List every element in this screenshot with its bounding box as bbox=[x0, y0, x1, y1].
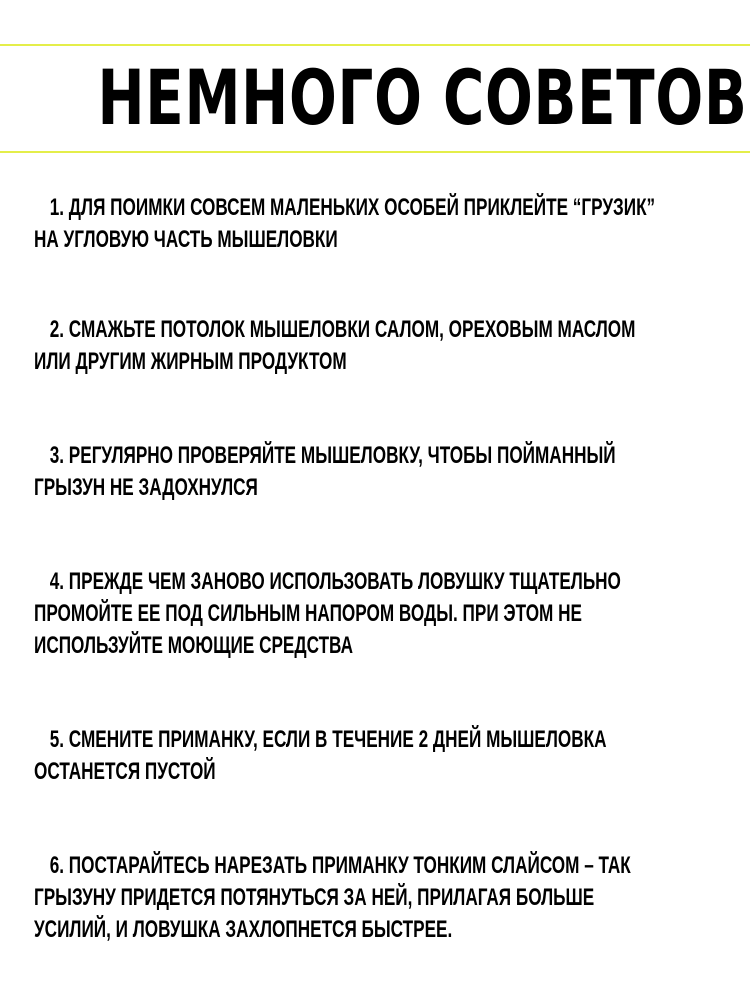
tip-line: ДЛЯ ПОИМКИ СОВСЕМ МАЛЕНЬКИХ ОСОБЕЙ ПРИКЛЕЙТЕ “ГРУЗИК” bbox=[68, 194, 656, 221]
tip-line: ПРЕЖДЕ ЧЕМ ЗАНОВО ИСПОЛЬЗОВАТЬ ЛОВУШКУ ТЩАТЕЛЬНО bbox=[68, 568, 621, 595]
tip-line: ПОСТАРАЙТЕСЬ НАРЕЗАТЬ ПРИМАНКУ ТОНКИМ СЛАЙСОМ – ТАК bbox=[68, 852, 631, 879]
tip-line: СМАЖЬТЕ ПОТОЛОК МЫШЕЛОВКИ САЛОМ, ОРЕХОВЫМ МАСЛОМ bbox=[68, 316, 636, 343]
title-rule-bottom bbox=[0, 151, 750, 153]
tip-line: ПРОМОЙТЕ ЕЕ ПОД СИЛЬНЫМ НАПОРОМ ВОДЫ. ПРИ ЭТОМ НЕ bbox=[34, 600, 582, 627]
tip-line: ГРЫЗУНУ ПРИДЕТСЯ ПОТЯНУТЬСЯ ЗА НЕЙ, ПРИЛАГАЯ БОЛЬШЕ bbox=[34, 884, 595, 911]
tip-line: РЕГУЛЯРНО ПРОВЕРЯЙТЕ МЫШЕЛОВКУ, ЧТОБЫ ПОЙМАННЫЙ bbox=[68, 442, 616, 469]
tip-number: 6. bbox=[49, 852, 65, 879]
tip-item-1 bbox=[34, 192, 692, 256]
tip-line: НА УГЛОВУЮ ЧАСТЬ МЫШЕЛОВКИ bbox=[34, 226, 338, 253]
tip-number: 2. bbox=[49, 316, 65, 343]
tip-item-3 bbox=[34, 440, 692, 504]
tip-number: 3. bbox=[49, 442, 65, 469]
tip-item-6 bbox=[34, 850, 692, 946]
tip-number: 4. bbox=[49, 568, 65, 595]
tip-line: ГРЫЗУН НЕ ЗАДОХНУЛСЯ bbox=[34, 474, 258, 501]
tip-line: УСИЛИЙ, И ЛОВУШКА ЗАХЛОПНЕТСЯ БЫСТРЕЕ. bbox=[34, 916, 453, 943]
title-rule-top bbox=[0, 44, 750, 46]
tip-item-5 bbox=[34, 724, 692, 788]
tip-item-2 bbox=[34, 314, 692, 378]
tip-item-4 bbox=[34, 566, 692, 662]
tip-line: ИЛИ ДРУГИМ ЖИРНЫМ ПРОДУКТОМ bbox=[34, 348, 347, 375]
tip-line: СМЕНИТЕ ПРИМАНКУ, ЕСЛИ В ТЕЧЕНИЕ 2 ДНЕЙ МЫШЕЛОВКА bbox=[68, 726, 607, 753]
tip-line: ИСПОЛЬЗУЙТЕ МОЮЩИЕ СРЕДСТВА bbox=[34, 632, 353, 659]
tip-number: 1. bbox=[49, 194, 65, 221]
tip-number: 5. bbox=[49, 726, 65, 753]
tip-line: ОСТАНЕТСЯ ПУСТОЙ bbox=[34, 758, 216, 785]
page-title: НЕМНОГО СОВЕТОВ bbox=[97, 53, 748, 142]
